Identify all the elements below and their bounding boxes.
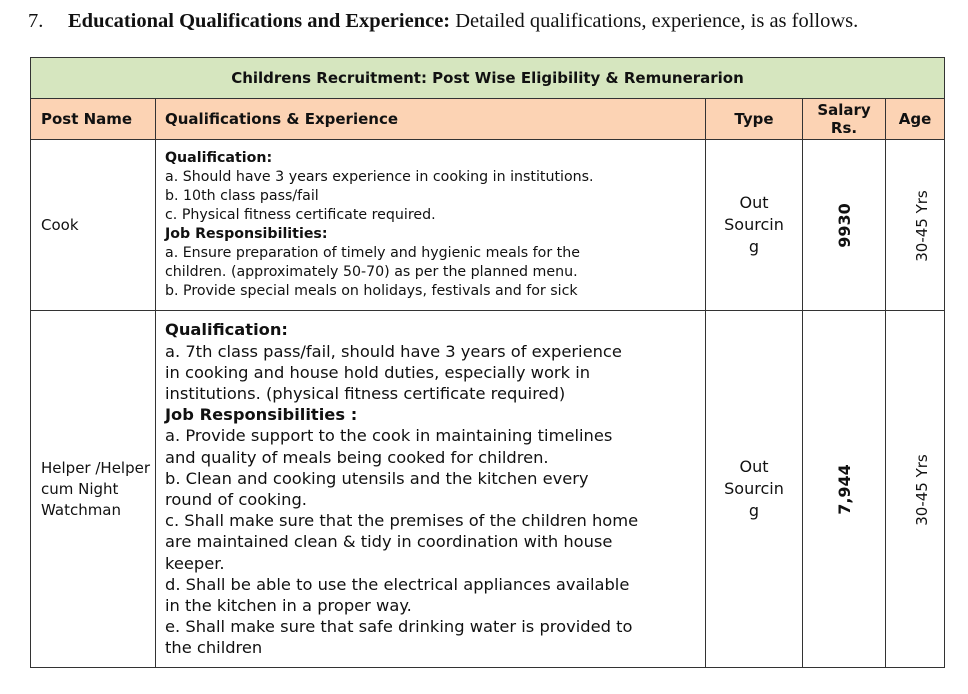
header-qualifications: Qualifications & Experience xyxy=(156,99,706,140)
responsibility-line: d. Shall be able to use the electrical appliances available xyxy=(165,574,630,594)
post-name-line: Cook xyxy=(41,215,79,234)
table-row xyxy=(31,311,945,668)
responsibility-line: are maintained clean & tidy in coordination with house xyxy=(165,532,613,552)
responsibility-line: round of cooking. xyxy=(165,490,307,509)
post-name-line: Watchman xyxy=(41,500,122,519)
age-value: 30-45 Yrs xyxy=(912,189,931,262)
post-name-line: /Helper xyxy=(95,458,151,477)
post-name-cell xyxy=(31,140,156,311)
type-cell xyxy=(706,311,803,668)
header-salary xyxy=(803,99,886,140)
header-salary-line1: Salary xyxy=(817,101,871,119)
responsibility-line: keeper. xyxy=(165,553,225,573)
qualification-label: Qualification: xyxy=(165,320,288,340)
age-value: 30-45 Yrs xyxy=(912,453,931,526)
responsibilities-label: Job Responsibilities: xyxy=(165,226,328,242)
qualifications-cell xyxy=(156,140,706,311)
type-line: g xyxy=(748,237,760,256)
responsibility-line: b. Provide special meals on holidays, festivals and for sick xyxy=(165,283,578,299)
age-cell xyxy=(886,140,945,311)
header-post-name: Post Name xyxy=(31,99,156,140)
salary-cell xyxy=(803,140,886,311)
responsibility-line: in the kitchen in a proper way. xyxy=(165,596,412,616)
responsibility-line: and quality of meals being cooked for children. xyxy=(165,447,549,467)
post-name-cell xyxy=(31,311,156,668)
salary-value: 7,944 xyxy=(834,463,854,515)
section-heading xyxy=(28,8,948,34)
qualification-label: Qualification: xyxy=(165,150,273,166)
qualification-line: a. 7th class pass/fail, should have 3 years of experience xyxy=(165,341,622,361)
responsibilities-label: Job Responsibilities : xyxy=(165,405,358,425)
responsibility-line: b. Clean and cooking utensils and the kitchen every xyxy=(165,468,589,488)
responsibility-line: a. Ensure preparation of timely and hygienic meals for the xyxy=(165,245,580,261)
responsibility-line: c. Shall make sure that the premises of the children home xyxy=(165,511,639,531)
eligibility-table xyxy=(30,57,945,668)
type-line: Sourcin xyxy=(724,215,784,234)
section-heading-bold: Educational Qualifications and Experience: xyxy=(68,10,451,32)
qualification-line: c. Physical fitness certificate required. xyxy=(165,207,436,223)
qualification-line: b. 10th class pass/fail xyxy=(165,188,319,204)
post-name-line: cum Night xyxy=(41,479,119,498)
type-line: Out xyxy=(739,457,769,476)
responsibility-line: the children xyxy=(165,638,263,658)
salary-cell xyxy=(803,311,886,668)
salary-value: 9930 xyxy=(834,202,854,248)
age-cell xyxy=(886,311,945,668)
section-heading-rest: Detailed qualifications, experience, is as follows. xyxy=(455,10,859,32)
post-name-line: Helper xyxy=(41,458,91,477)
type-line: Out xyxy=(739,193,769,212)
table-header-row xyxy=(31,99,945,140)
header-age: Age xyxy=(886,99,945,140)
type-line: Sourcin xyxy=(724,479,784,498)
qualification-line: institutions. (physical fitness certificate required) xyxy=(165,383,566,403)
responsibility-line: a. Provide support to the cook in maintaining timelines xyxy=(165,426,613,446)
type-cell xyxy=(706,140,803,311)
table-title: Childrens Recruitment: Post Wise Eligibility & Remunerarion xyxy=(31,58,945,99)
table-row xyxy=(31,140,945,311)
responsibility-line: e. Shall make sure that safe drinking water is provided to xyxy=(165,617,633,637)
table-title-row xyxy=(31,58,945,99)
type-line: g xyxy=(748,501,760,520)
section-number: 7. xyxy=(28,10,44,32)
responsibility-line: children. (approximately 50-70) as per the planned menu. xyxy=(165,264,578,280)
qualification-line: in cooking and house hold duties, especially work in xyxy=(165,362,591,382)
qualification-line: a. Should have 3 years experience in cooking in institutions. xyxy=(165,169,594,185)
header-type: Type xyxy=(706,99,803,140)
header-salary-line2: Rs. xyxy=(830,119,858,137)
qualifications-cell xyxy=(156,311,706,668)
